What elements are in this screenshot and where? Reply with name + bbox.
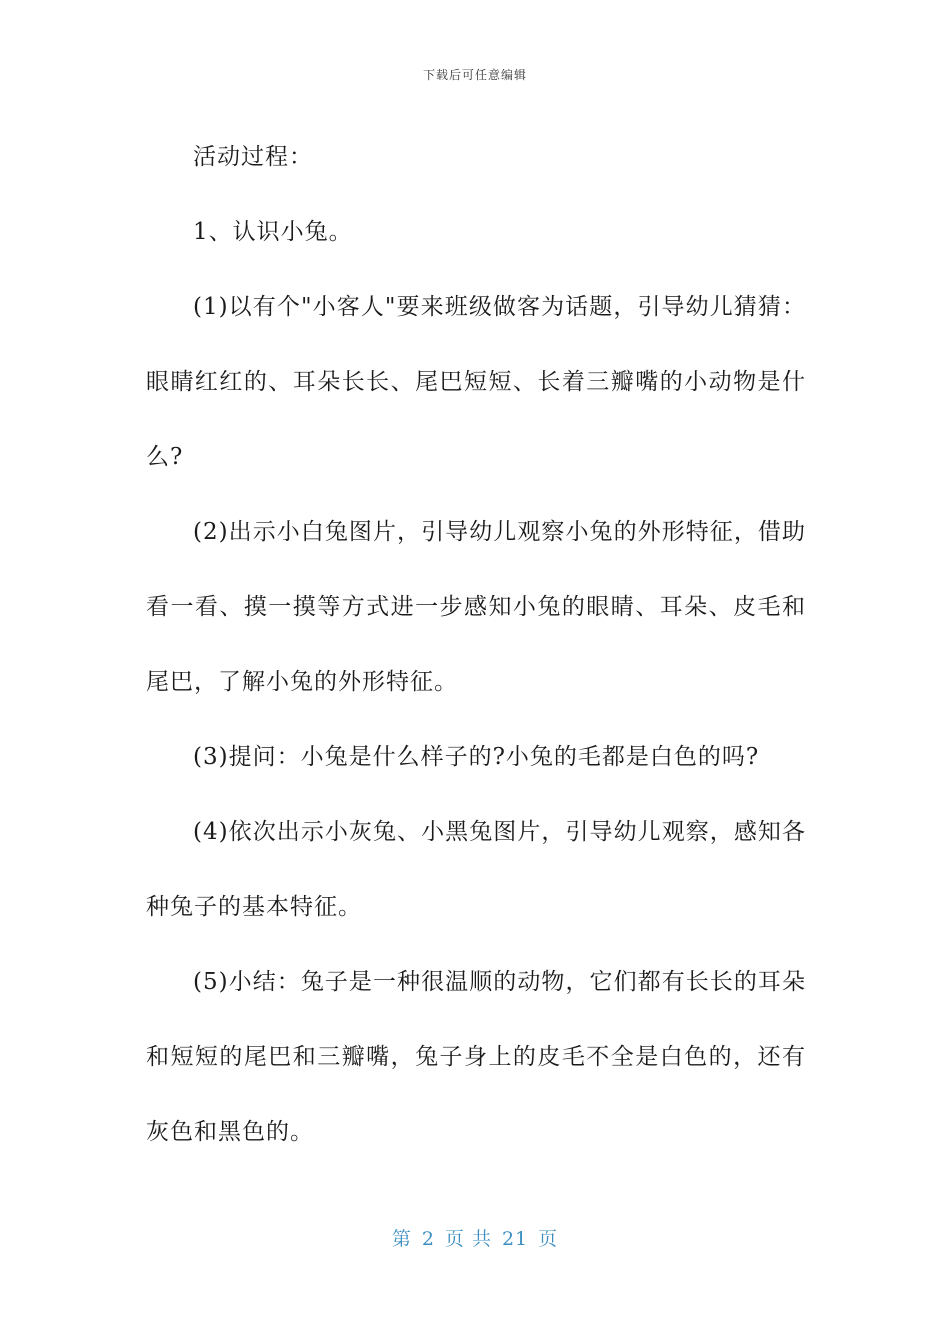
paragraph-step-2: (2)出示小白兔图片，引导幼儿观察小兔的外形特征，借助看一看、摸一摸等方式进一步感知小兔的眼睛、耳朵、皮毛和尾巴，了解小兔的外形特征。 [146, 519, 806, 695]
paragraph-activity-process: 活动过程： [193, 144, 313, 170]
footer-middle: 页 共 [444, 1228, 492, 1250]
paragraph-step-3: (3)提问：小兔是什么样子的?小兔的毛都是白色的吗? [193, 744, 760, 770]
footer-total-pages: 21 [501, 1228, 529, 1250]
document-body [146, 120, 806, 1170]
footer-suffix: 页 [538, 1228, 559, 1250]
footer-prefix: 第 [391, 1228, 412, 1250]
paragraph-step-5: (5)小结：兔子是一种很温顺的动物，它们都有长长的耳朵和短短的尾巴和三瓣嘴，兔子身上的皮毛不全是白色的，还有灰色和黑色的。 [146, 969, 806, 1145]
page-header: 下载后可任意编辑 [422, 68, 527, 82]
page-footer [0, 1224, 950, 1251]
paragraph-step-4: (4)依次出示小灰兔、小黑兔图片，引导幼儿观察，感知各种兔子的基本特征。 [146, 819, 806, 920]
paragraph-section-1: 1、认识小兔。 [193, 219, 353, 245]
footer-page-number: 2 [421, 1228, 435, 1250]
paragraph-step-1: (1)以有个"小客人"要来班级做客为话题，引导幼儿猜猜：眼睛红红的、耳朵长长、尾巴短短、长着三瓣嘴的小动物是什么? [146, 294, 806, 470]
